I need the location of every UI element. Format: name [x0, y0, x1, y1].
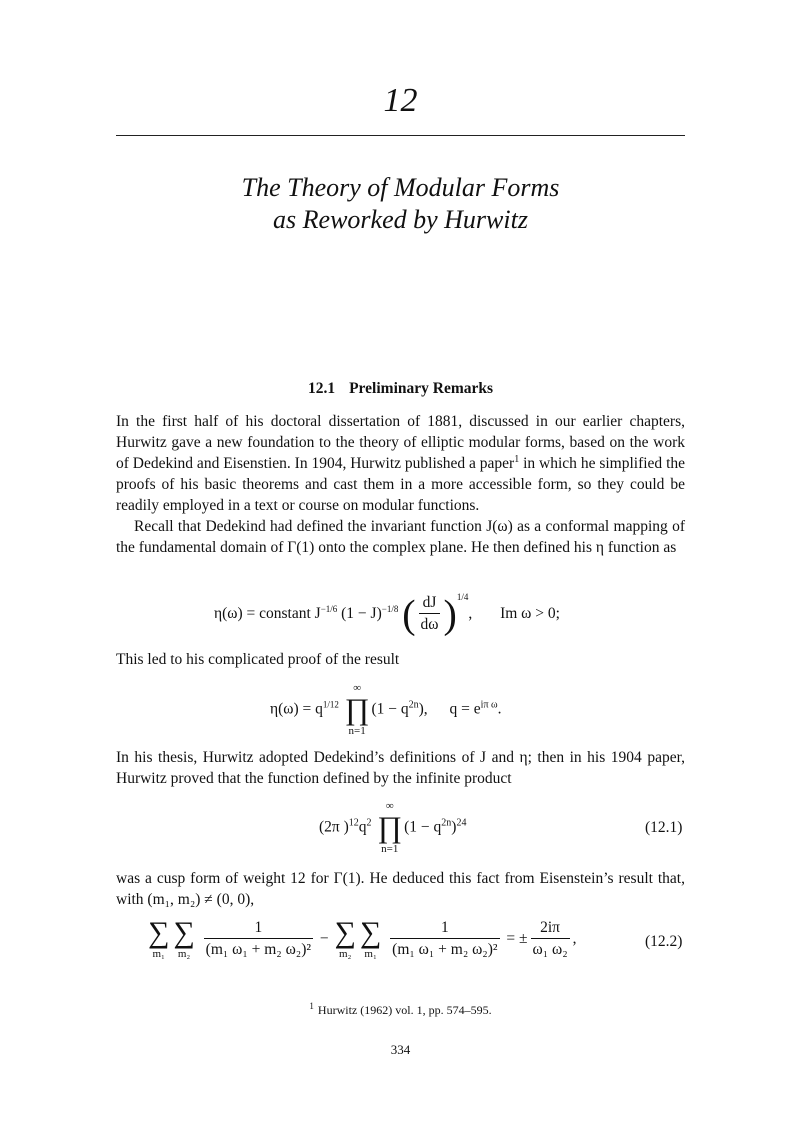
- prod2-sup: ∞: [385, 800, 394, 812]
- product-operator-2: [377, 800, 402, 856]
- prod2-sub: n=1: [381, 843, 399, 855]
- eta-def-exp2: −1/8: [381, 603, 399, 614]
- chapter-title: [0, 172, 801, 236]
- frac2-den: (m₁ ω₁ + m₂ ω₂)²: [392, 941, 498, 958]
- fraction-3: [531, 918, 570, 961]
- eq122-trail: ,: [572, 930, 577, 948]
- eq121-pre-exp: 12: [348, 817, 359, 829]
- sum-operator-1: [148, 918, 169, 961]
- frac2-num: 1: [390, 918, 499, 939]
- frac-den: dω: [420, 615, 439, 633]
- chapter-title-line2: as Reworked by Hurwitz: [273, 205, 528, 234]
- equation-eta-product: [270, 682, 501, 738]
- eta-def-exp1: −1/6: [320, 603, 338, 614]
- paragraph-1: [116, 411, 685, 558]
- eq121-q-exp: 2: [366, 817, 372, 829]
- frac3-num: 2iπ: [531, 918, 570, 939]
- equals-pm: = ±: [506, 930, 528, 948]
- section-number: 12.1: [307, 380, 336, 397]
- q-definition: q = e: [449, 700, 481, 718]
- left-paren-icon: (: [402, 591, 416, 637]
- sum-operator-4: [360, 918, 381, 961]
- eq121-factor-exp: 2n: [441, 817, 452, 829]
- equation-eta-definition: η(ω) = constant $J^{-1/6}$ $(1 - J)^{-1/8}$ ( $\frac{dJ}{d\omega}$ )$^{1/4}$, Im ω > 0;: [214, 591, 560, 637]
- sum-icon: ∑: [173, 916, 195, 949]
- eta-def-lhs: η(ω) = constant J: [214, 605, 321, 622]
- chapter-title-line1: The Theory of Modular Forms: [241, 173, 560, 202]
- eta-prod-factor-exp: 2n: [408, 699, 419, 711]
- fraction-1: [204, 918, 313, 961]
- section-heading: [0, 380, 801, 398]
- sum3-sub: m₂: [339, 948, 352, 960]
- equation-12-1: [319, 800, 466, 856]
- right-paren-icon: ): [443, 591, 457, 637]
- sum-operator-2: [173, 918, 194, 961]
- eta-def-mid: (1 − J): [341, 605, 382, 622]
- equation-label-12-2: (12.2): [645, 933, 683, 950]
- sum2-sub: m₂: [177, 948, 191, 960]
- frac3-den: ω₁ ω₂: [532, 941, 568, 958]
- sum-icon: ∑: [359, 916, 382, 949]
- sum4-sub: m₁: [364, 948, 377, 960]
- product-operator: [345, 682, 370, 738]
- footnote-marker[interactable]: 1: [514, 453, 520, 465]
- prod-sub: n=1: [348, 725, 366, 737]
- eq121-factor-close-exp: 24: [456, 817, 467, 829]
- eq121-factor: (1 − q: [404, 818, 442, 836]
- frac1-den: (m₁ ω₁ + m₂ ω₂)²: [205, 941, 312, 958]
- p1-text-a: In the first half of his doctoral dissertation of 1881, discussed in our earlier chapters, Hurwitz gave a new foundation to the theory of elliptic modular forms, based on the work of Dedekind and Eisenstien. In 1904, Hurwitz published a paper: [116, 413, 685, 472]
- q-definition-exp: iπ ω: [480, 699, 498, 711]
- frac-num: dJ: [419, 593, 441, 614]
- equation-label-12-1: (12.1): [645, 819, 683, 836]
- chapter-rule: [116, 135, 685, 136]
- footnote-number: 1: [309, 1001, 314, 1011]
- eta-def-exp3: 1/4: [456, 592, 469, 602]
- prod-sup: ∞: [353, 682, 362, 694]
- p1-text-b: in which he simplified the proofs of his basic theorems and cast them in a more accessible form, so they could be readily employed in a text or course on modular functions.: [116, 455, 685, 514]
- section-title: Preliminary Remarks: [349, 380, 494, 397]
- paragraph-3: This led to his complicated proof of the result: [116, 651, 400, 668]
- equation-12-2: [146, 918, 577, 961]
- sum1-sub: m₁: [152, 948, 165, 960]
- eta-prod-factor: (1 − q: [371, 700, 409, 718]
- sum-icon: ∑: [148, 916, 170, 949]
- paragraph-2: Recall that Dedekind had defined the invariant function J(ω) as a conformal mapping of the fundamental domain of Γ(1) onto the complex plane. He then defined his η function as: [116, 518, 685, 556]
- product-icon: ∏: [344, 693, 370, 726]
- page-number: 334: [390, 1042, 411, 1057]
- product-icon: ∏: [377, 811, 403, 844]
- q-definition-end: .: [497, 700, 502, 718]
- eta-def-condition: Im ω > 0;: [500, 605, 560, 622]
- eta-prod-exp: 1/12: [322, 699, 339, 710]
- fraction-2: [390, 918, 499, 961]
- eq121-factor-close: ): [451, 818, 457, 836]
- footnote-text: Hurwitz (1962) vol. 1, pp. 574–595.: [317, 1003, 492, 1017]
- sum-operator-3: [335, 918, 356, 961]
- frac1-num: 1: [204, 918, 313, 939]
- eta-prod-lhs: η(ω) = q: [270, 700, 323, 718]
- chapter-number: 12: [383, 82, 418, 119]
- paragraph-4: In his thesis, Hurwitz adopted Dedekind’s definitions of J and η; then in his 1904 paper, Hurwitz proved that the function defined by the infinite product: [116, 749, 685, 787]
- eq121-pre: (2π ): [319, 818, 349, 836]
- sum-icon: ∑: [334, 916, 356, 949]
- eq121-q: q: [358, 818, 367, 836]
- dj-domega-fraction: [419, 593, 441, 636]
- eta-prod-factor-close: ),: [418, 700, 428, 718]
- minus-sign: −: [319, 930, 329, 948]
- paragraph-5: was a cusp form of weight 12 for Γ(1). He deduced this fact from Eisenstein’s result that, with (m₁, m₂) ≠ (0, 0),: [116, 870, 685, 908]
- footnote: [0, 1001, 801, 1018]
